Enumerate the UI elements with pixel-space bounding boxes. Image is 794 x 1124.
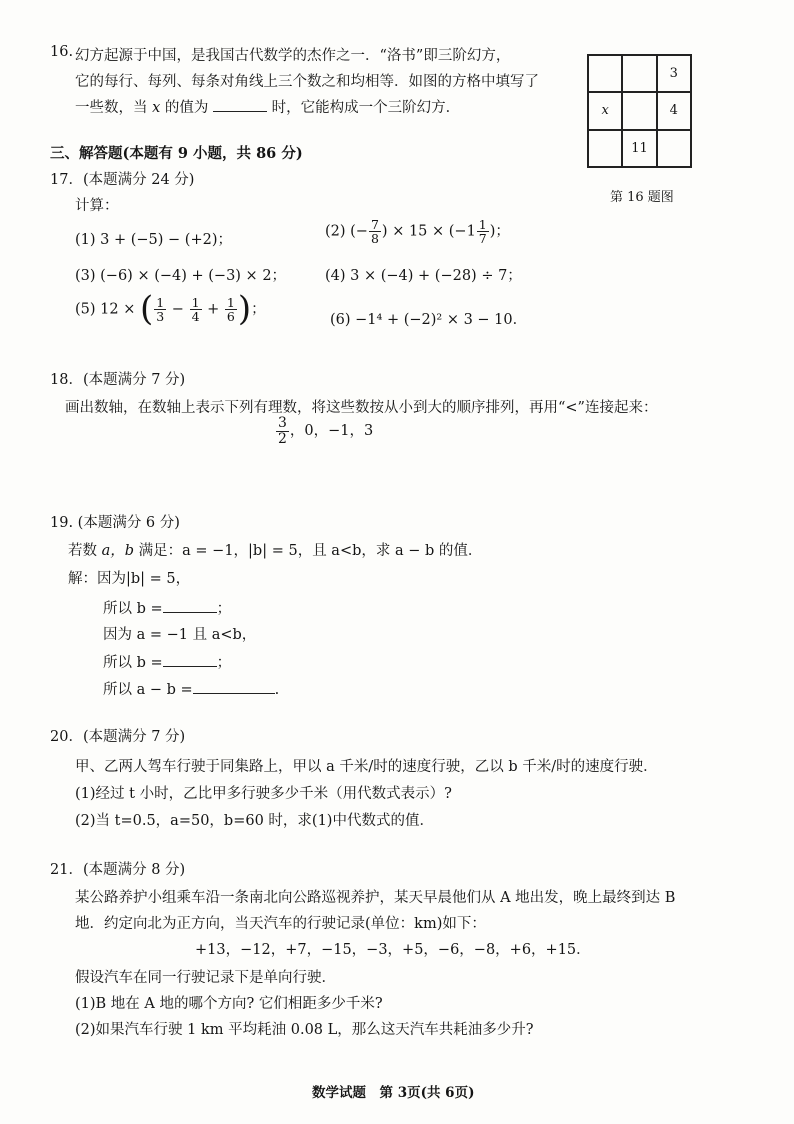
q17-intro: 计算： (75, 198, 119, 214)
q19-solution-line4 (103, 651, 231, 672)
q17-part2-a: (2) (− (325, 223, 368, 240)
q16-variable-x: x (152, 100, 161, 116)
q17-part5-a: (5) 12 × (75, 301, 136, 318)
minus-sign: − (171, 301, 184, 318)
q16-answer-blank[interactable] (213, 99, 267, 112)
fraction-numerator: 3 (278, 415, 287, 431)
q19-prompt-a: 若数 (68, 543, 97, 559)
q17-part2 (325, 218, 510, 245)
semicolon: ； (216, 601, 232, 617)
q21-part1: (1)B 地在 A 地的哪个方向? 它们相距多少千米? (75, 996, 383, 1012)
q16-line3-c: 时，它能构成一个三阶幻方． (271, 100, 461, 116)
q16-line3-b: 的值为 (164, 100, 209, 116)
fraction (154, 296, 166, 323)
fraction-numerator: 1 (478, 217, 487, 232)
fraction-denominator: 6 (226, 309, 235, 325)
q21-records: +13，−12，+7，−15，−3，+5，−6，−8，+6，+15． (195, 942, 591, 958)
q19-prompt (68, 539, 482, 560)
q20-line1: 甲、乙两人驾车行驶于同集路上，甲以 a 千米/时的速度行驶，乙以 b 千米/时的速度行驶． (75, 759, 658, 775)
q18-text: 画出数轴，在数轴上表示下列有理数，将这些数按从小到大的顺序排列，再用“<”连接起来： (65, 400, 658, 416)
big-paren-left: ( (139, 289, 154, 330)
q21-header: 21．(本题满分 8 分) (50, 862, 186, 878)
magic-square-cell (622, 55, 656, 92)
page-footer: 数学试题 第 3页(共 6页) (312, 1085, 475, 1101)
q20-part2: (2)当 t=0.5，a=50，b=60 时，求(1)中代数式的值． (75, 813, 434, 829)
q16-line2: 它的每行、每列、每条对角线上三个数之和均相等．如图的方格中填写了 (75, 74, 539, 90)
q19-solution-line2 (103, 597, 231, 618)
q18-value-list: ，0，−1，3 (289, 423, 374, 440)
q21-line1: 某公路养护小组乘车沿一条南北向公路巡视养护，某天早晨他们从 A 地出发，晚上最终到达 B (75, 890, 676, 906)
magic-square-cell (622, 92, 656, 129)
q17-header: 17．(本题满分 24 分) (50, 172, 195, 188)
magic-square-cell (657, 130, 691, 167)
q17-part2-c: )； (489, 223, 510, 240)
fraction-numerator: 1 (156, 295, 165, 310)
fraction-denominator: 2 (278, 430, 287, 447)
q19-solution-label: 所以 b = (103, 655, 163, 671)
q17-part4: (4) 3 × (−4) + (−28) ÷ 7； (325, 268, 522, 284)
q17-part6: (6) −1⁴ + (−2)² × 3 − 10． (330, 312, 528, 328)
q16-line3-a: 一些数，当 (75, 100, 148, 116)
q20-part1: (1)经过 t 小时，乙比甲多行驶多少千米（用代数式表示）? (75, 786, 452, 802)
fraction-numerator: 1 (226, 295, 235, 310)
q19-solution-line3: 因为 a = −1 且 a<b， (103, 627, 257, 643)
fraction (276, 416, 289, 446)
fraction-denominator: 7 (478, 231, 487, 247)
q19-b-blank-1[interactable] (163, 600, 217, 613)
plus-sign: + (207, 301, 220, 318)
q19-prompt-vars: a，b (101, 543, 135, 559)
q19-solution-label: 所以 a − b = (103, 682, 193, 698)
q17-part5-end: ； (251, 301, 266, 318)
magic-square-cell: 4 (657, 92, 691, 129)
magic-square-cell: 3 (657, 55, 691, 92)
fraction (190, 296, 202, 323)
fraction-numerator: 7 (370, 217, 379, 232)
section-heading: 三、解答题(本题有 9 小题，共 86 分) (50, 145, 303, 162)
magic-square-cell (588, 130, 622, 167)
q19-b-blank-2[interactable] (163, 654, 217, 667)
fraction (225, 296, 237, 323)
q18-header: 18．(本题满分 7 分) (50, 372, 186, 388)
q21-line3: 假设汽车在同一行驶记录下是单向行驶． (75, 970, 336, 986)
fraction-denominator: 3 (156, 309, 165, 325)
magic-square-figure (587, 54, 692, 168)
q19-solution-line1: 解：因为|b| = 5， (68, 571, 191, 587)
q21-part2: (2)如果汽车行驶 1 km 平均耗油 0.08 L，那么这天汽车共耗油多少升? (75, 1022, 534, 1038)
magic-square-cell: 11 (622, 130, 656, 167)
figure-caption: 第 16 题图 (610, 190, 674, 205)
q17-part3: (3) (−6) × (−4) + (−3) × 2； (75, 268, 287, 284)
fraction-denominator: 8 (370, 231, 379, 247)
q19-solution-line5 (103, 678, 279, 699)
fraction (477, 218, 489, 245)
q21-line2: 地．约定向北为正方向，当天汽车的行驶记录(单位：km)如下： (75, 916, 486, 932)
q16-line3 (75, 96, 460, 117)
q19-prompt-c: a = −1，|b| = 5，且 a<b，求 a − b 的值． (182, 543, 483, 559)
q17-part5 (75, 289, 266, 330)
big-paren-right: ) (237, 289, 252, 330)
fraction (369, 218, 381, 245)
q18-values (275, 416, 373, 446)
q17-part2-b: ) × 15 × (−1 (381, 223, 476, 240)
magic-square-cell: x (588, 92, 622, 129)
semicolon: ； (216, 655, 232, 671)
magic-square-cell (588, 55, 622, 92)
q19-difference-blank[interactable] (193, 681, 275, 694)
q19-solution-label: 所以 b = (103, 601, 163, 617)
q19-prompt-b: 满足： (138, 543, 183, 559)
q16-line1: 幻方起源于中国，是我国古代数学的杰作之一．“洛书”即三阶幻方， (75, 48, 511, 64)
period: . (274, 682, 280, 698)
q17-part1: (1) 3 + (−5) − (+2)； (75, 232, 232, 248)
q19-header: 19. (本题满分 6 分) (50, 515, 180, 531)
q16-number: 16. (50, 44, 74, 60)
q20-header: 20．(本题满分 7 分) (50, 729, 186, 745)
fraction-denominator: 4 (191, 309, 200, 325)
fraction-numerator: 1 (191, 295, 200, 310)
